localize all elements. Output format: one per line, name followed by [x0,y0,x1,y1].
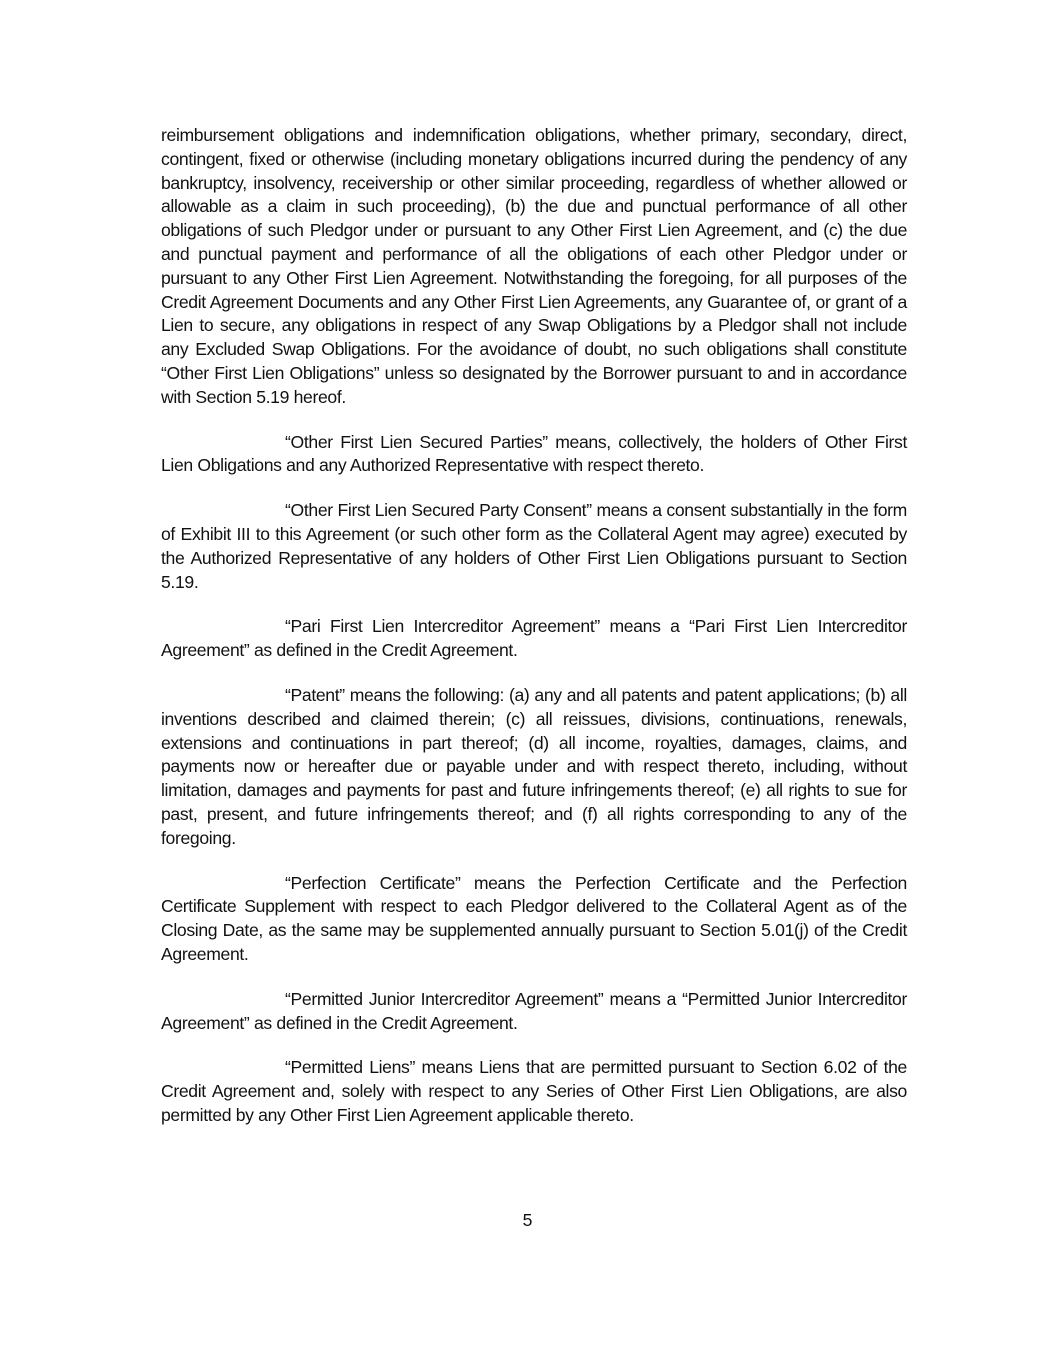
page-number: 5 [522,1210,533,1230]
paragraph-permitted-junior-intercreditor-agreement: “Permitted Junior Intercreditor Agreement” means a “Permitted Junior Intercreditor Agreement” as defined in the Credit Agreement. [161,988,907,1033]
paragraph-other-first-lien-secured-party-consent: “Other First Lien Secured Party Consent” means a consent substantially in the form of Exhibit III to this Agreement (or such other form as the Collateral Agent may agree) executed by the Authorized Representative of any holders of Other First Lien Obligations pursuant to Section 5.19. [161,500,907,592]
paragraph-permitted-liens: “Permitted Liens” means Liens that are permitted pursuant to Section 6.02 of the Credit Agreement and, solely with respect to any Series of Other First Lien Obligations, are also permitted by any Other First Lien Agreement applicable thereto. [161,1057,907,1125]
paragraph-other-first-lien-secured-parties: “Other First Lien Secured Parties” means, collectively, the holders of Other First Lien Obligations and any Authorized Representative with respect thereto. [161,431,907,476]
document-body [161,124,907,1149]
paragraph-continued-definition: reimbursement obligations and indemnification obligations, whether primary, secondary, direct, contingent, fixed or otherwise (including monetary obligations incurred during the pendency of any bankruptcy, insolvency, receivership or other similar proceeding, regardless of whether allowed or allowable as a claim in such proceeding), (b) the due and punctual performance of all other obligations of such Pledgor under or pursuant to any Other First Lien Agreement, and (c) the due and punctual payment and performance of all the obligations of each other Pledgor under or pursuant to any Other First Lien Agreement. Notwithstanding the foregoing, for all purposes of the Credit Agreement Documents and any Other First Lien Agreements, any Guarantee of, or grant of a Lien to secure, any obligations in respect of any Swap Obligations by a Pledgor shall not include any Excluded Swap Obligations. For the avoidance of doubt, no such obligations shall constitute “Other First Lien Obligations” unless so designated by the Borrower pursuant to and in accordance with Section 5.19 hereof. [161,125,907,407]
paragraph-patent: “Patent” means the following: (a) any and all patents and patent applications; (b) all inventions described and claimed therein; (c) all reissues, divisions, continuations, renewals, extensions and continuations in part thereof; (d) all income, royalties, damages, claims, and payments now or hereafter due or payable under and with respect thereto, including, without limitation, damages and payments for past and future infringements thereof; (e) all rights to sue for past, present, and future infringements thereof; and (f) all rights corresponding to any of the foregoing. [161,684,907,848]
paragraph-perfection-certificate: “Perfection Certificate” means the Perfection Certificate and the Perfection Certificate Supplement with respect to each Pledgor delivered to the Collateral Agent as of the Closing Date, as the same may be supplemented annually pursuant to Section 5.01(j) of the Credit Agreement. [161,872,907,964]
paragraph-pari-first-lien-intercreditor-agreement: “Pari First Lien Intercreditor Agreement” means a “Pari First Lien Intercreditor Agreement” as defined in the Credit Agreement. [161,616,907,661]
